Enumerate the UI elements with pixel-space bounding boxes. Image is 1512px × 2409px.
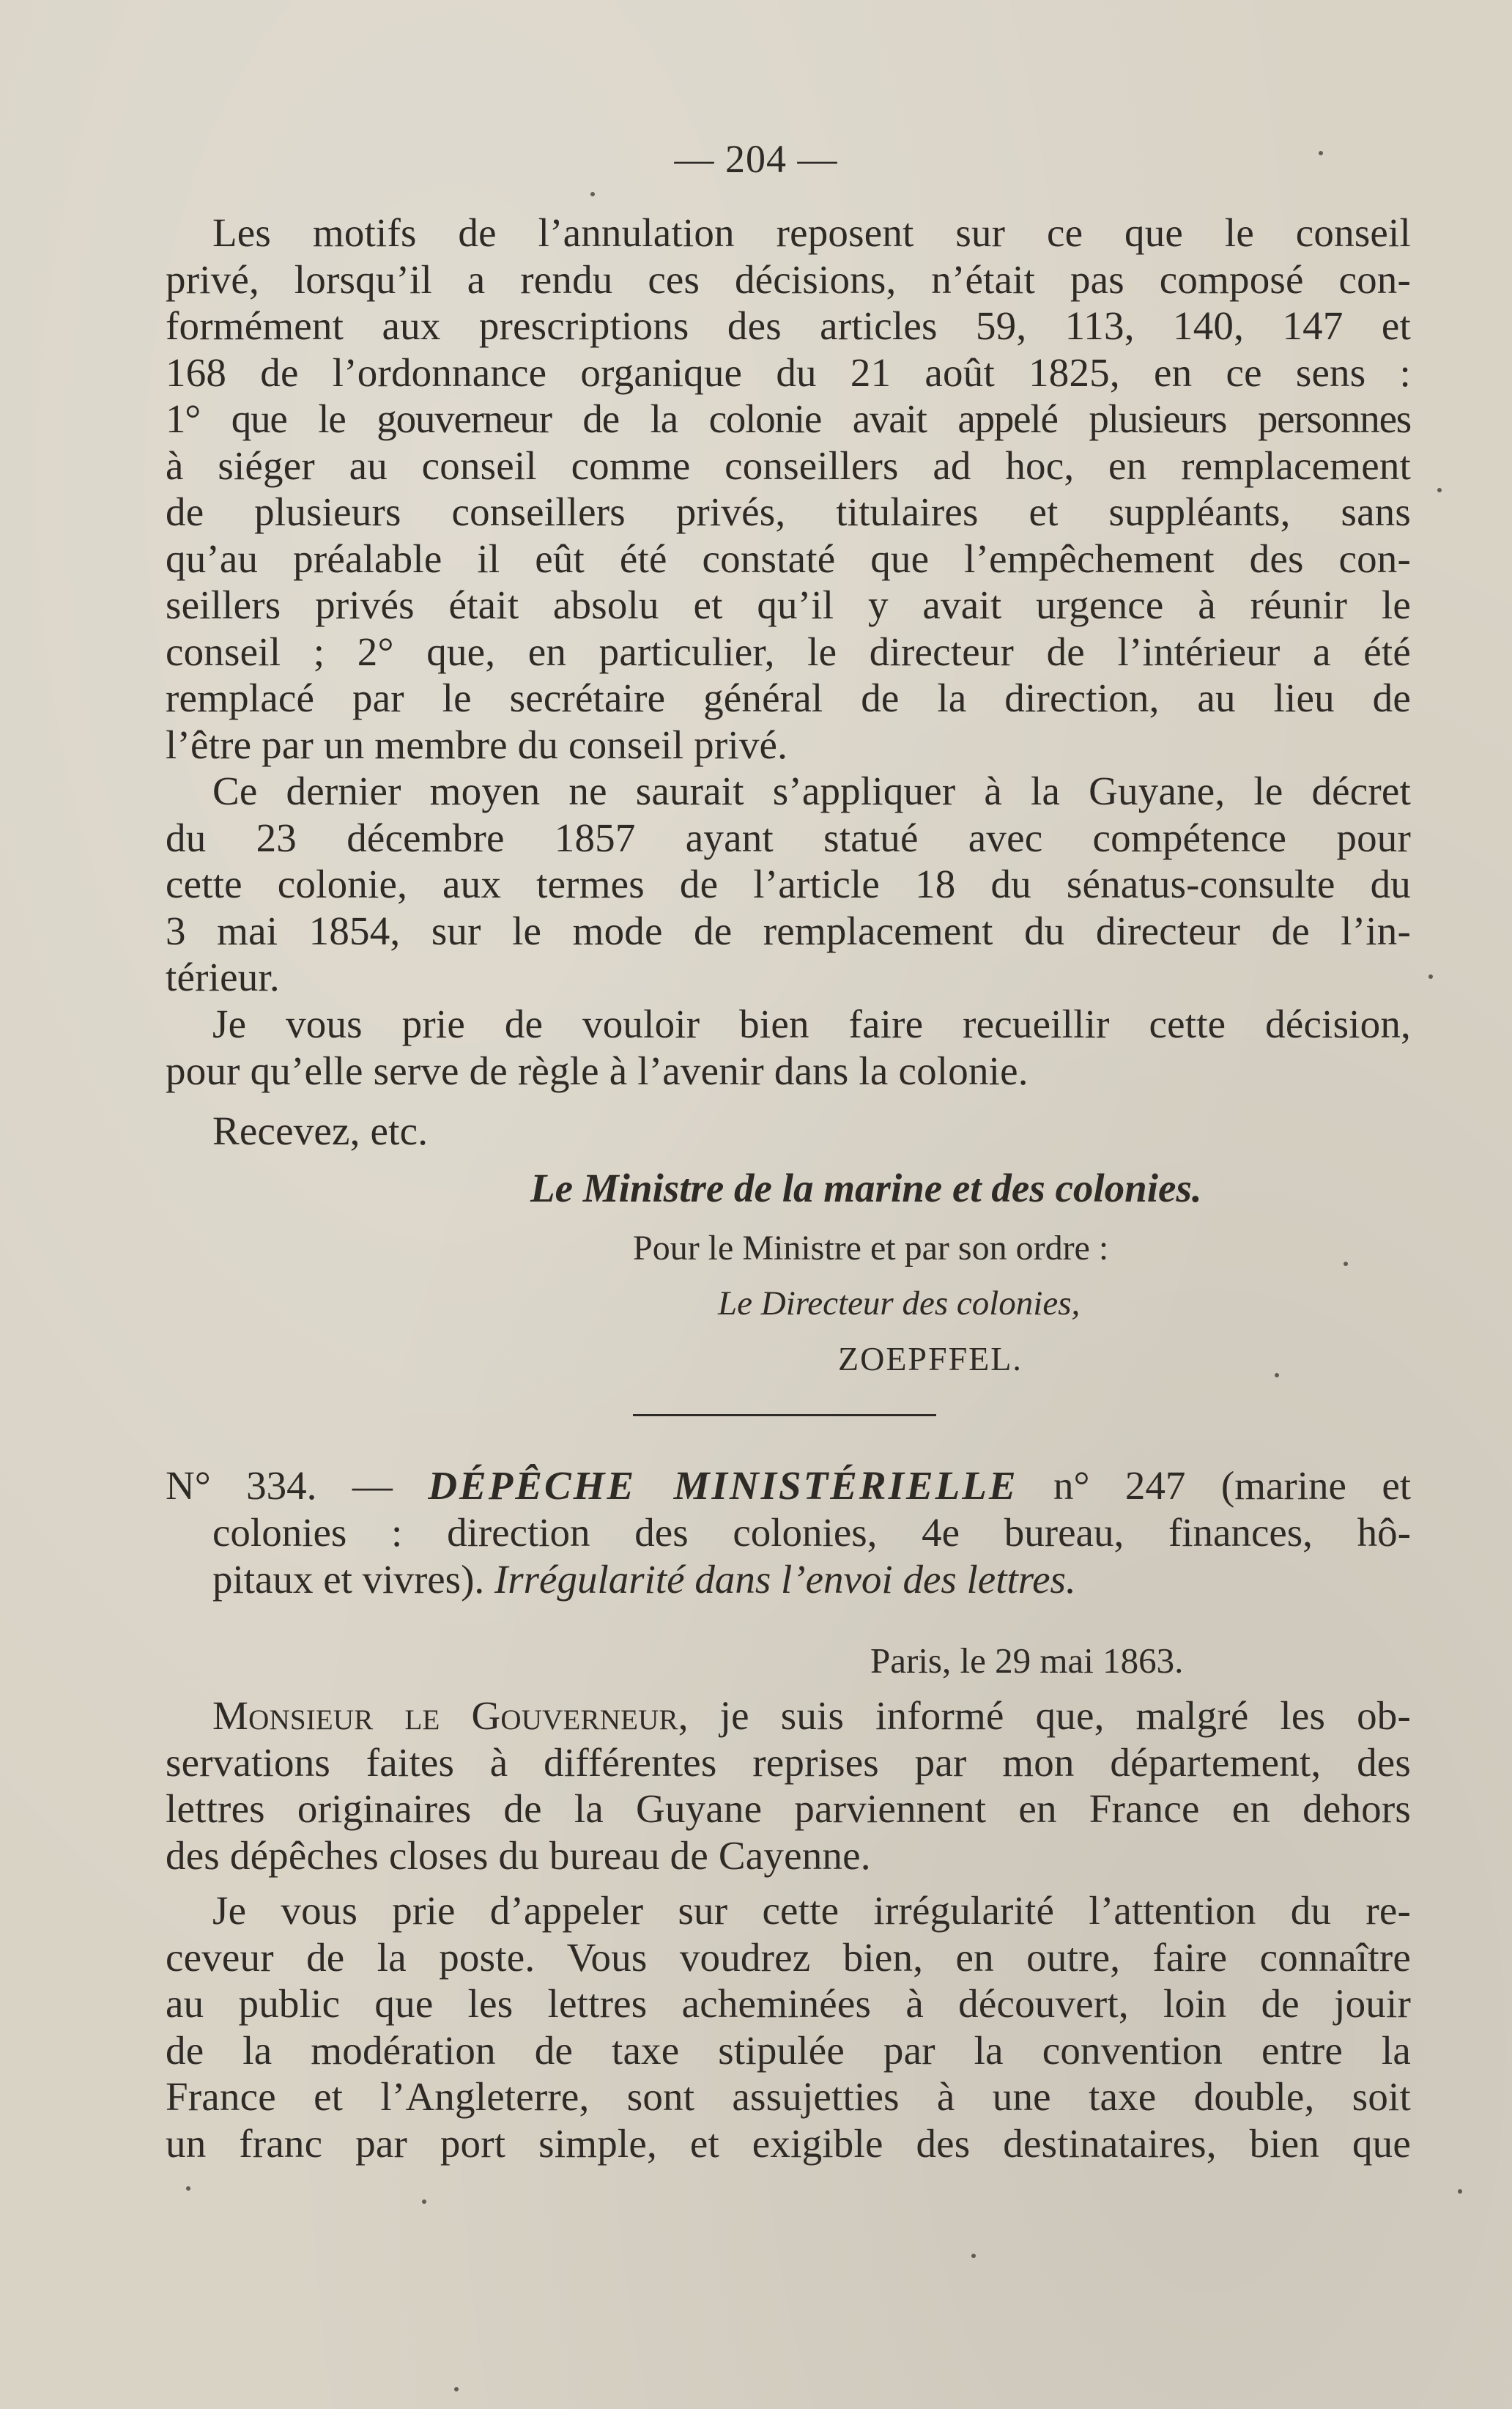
heading-line-2: colonies : direction des colonies, 4e bureau, finances, hô- xyxy=(212,1510,1411,1555)
text-line: cette colonie, aux termes de l’article 18 du sénatus-consulte du xyxy=(166,862,1411,906)
paper-speck xyxy=(590,192,595,196)
text-line: l’être par un membre du conseil privé. xyxy=(166,722,788,767)
text-line: Je vous prie d’appeler sur cette irrégularité l’attention du re- xyxy=(212,1888,1411,1933)
signature-directeur: Le Directeur des colonies, xyxy=(718,1284,1081,1322)
paper-speck xyxy=(454,2387,459,2391)
dispatch-subject: Irrégularité dans l’envoi des lettres. xyxy=(494,1557,1076,1602)
dateline: Paris, le 29 mai 1863. xyxy=(870,1640,1184,1681)
paper-speck xyxy=(1275,1373,1279,1377)
text-line: de plusieurs conseillers privés, titulaires et suppléants, sans xyxy=(166,489,1411,534)
page-number: — 204 — xyxy=(674,137,838,181)
paper-speck xyxy=(1428,974,1433,979)
text-line: 3 mai 1854, sur le mode de remplacement du directeur de l’in- xyxy=(166,908,1411,953)
text-line: lettres originaires de la Guyane parviennent en France en dehors xyxy=(166,1786,1411,1831)
paper-speck xyxy=(1458,2189,1462,2194)
text-fragment: je suis informé que, malgré les ob- xyxy=(719,1693,1411,1738)
signature-name: ZOEPFFEL. xyxy=(838,1340,1023,1377)
text-line: du 23 décembre 1857 ayant statué avec compétence pour xyxy=(166,815,1411,860)
text-line: Ce dernier moyen ne saurait s’appliquer à la Guyane, le décret xyxy=(212,769,1411,813)
closing-formula xyxy=(166,1108,1411,1155)
text-line: Je vous prie de vouloir bien faire recueillir cette décision, xyxy=(212,1002,1411,1046)
paragraph-annulation-motifs xyxy=(166,210,1411,768)
salutation: Monsieur le Gouverneur, xyxy=(212,1693,689,1738)
text-line: un franc par port simple, et exigible des destinataires, bien que xyxy=(166,2120,1411,2166)
paragraph-receveur-poste xyxy=(166,1887,1411,2166)
paper-speck xyxy=(1344,1262,1348,1266)
paper-speck xyxy=(1437,488,1442,492)
text-line: de la modération de taxe stipulée par la convention entre la xyxy=(166,2027,1411,2073)
text-line: remplacé par le secrétaire général de la direction, au lieu de xyxy=(166,676,1411,720)
heading-line-1 xyxy=(166,1462,1411,1509)
paper-speck xyxy=(971,2254,976,2258)
paper-speck xyxy=(1319,151,1323,155)
text-line: servations faites à différentes reprises par mon département, des xyxy=(166,1739,1411,1785)
signature-ministre: Le Ministre de la marine et des colonies. xyxy=(530,1166,1202,1210)
text-line: des dépêches closes du bureau de Cayenne. xyxy=(166,1832,871,1878)
text-line: à siéger au conseil comme conseillers ad hoc, en remplacement xyxy=(166,443,1411,488)
text-line: 1° que le gouverneur de la colonie avait appelé plusieurs personnes xyxy=(166,396,1411,441)
text-line: Les motifs de l’annulation reposent sur ce que le conseil xyxy=(212,210,1411,255)
text-line: formément aux prescriptions des articles 59, 113, 140, 147 et xyxy=(166,303,1411,348)
paragraph-recueillir-decision xyxy=(166,1001,1411,1094)
paper-speck xyxy=(186,2186,190,2191)
text-line: térieur. xyxy=(166,955,280,999)
text-line: ceveur de la poste. Vous voudrez bien, en outre, faire connaître xyxy=(166,1934,1411,1980)
paper-speck xyxy=(422,2199,426,2204)
dispatch-number-detail: n° 247 (marine et xyxy=(1053,1463,1412,1508)
text-line: conseil ; 2° que, en particulier, le directeur de l’intérieur a été xyxy=(166,629,1411,674)
paragraph-lettres-guyane xyxy=(166,1692,1411,1879)
text-line xyxy=(166,1692,1411,1739)
section-divider xyxy=(633,1414,936,1416)
dispatch-number: N° 334. — xyxy=(166,1463,393,1508)
heading-line-3 xyxy=(166,1556,1411,1603)
text-line: qu’au préalable il eût été constaté que l’empêchement des con- xyxy=(166,536,1411,581)
text-line: 168 de l’ordonnance organique du 21 août 1825, en ce sens : xyxy=(166,349,1411,395)
dispatch-category: pitaux et vivres). xyxy=(212,1557,485,1602)
dispatch-heading xyxy=(166,1462,1411,1603)
signature-pour-le-ministre: Pour le Ministre et par son ordre : xyxy=(633,1229,1109,1268)
text-line: France et l’Angleterre, sont assujetties à une taxe double, soit xyxy=(166,2074,1411,2119)
text-line: privé, lorsqu’il a rendu ces décisions, n’était pas composé con- xyxy=(166,256,1411,302)
text-line: au public que les lettres acheminées à découvert, loin de jouir xyxy=(166,1981,1411,2026)
dispatch-title: DÉPÊCHE MINISTÉRIELLE xyxy=(428,1463,1018,1508)
text-line: seillers privés était absolu et qu’il y avait urgence à réunir le xyxy=(166,582,1411,627)
paragraph-guyane-decret xyxy=(166,768,1411,1001)
text-line: Recevez, etc. xyxy=(212,1109,429,1153)
text-line: pour qu’elle serve de règle à l’avenir dans la colonie. xyxy=(166,1048,1029,1093)
